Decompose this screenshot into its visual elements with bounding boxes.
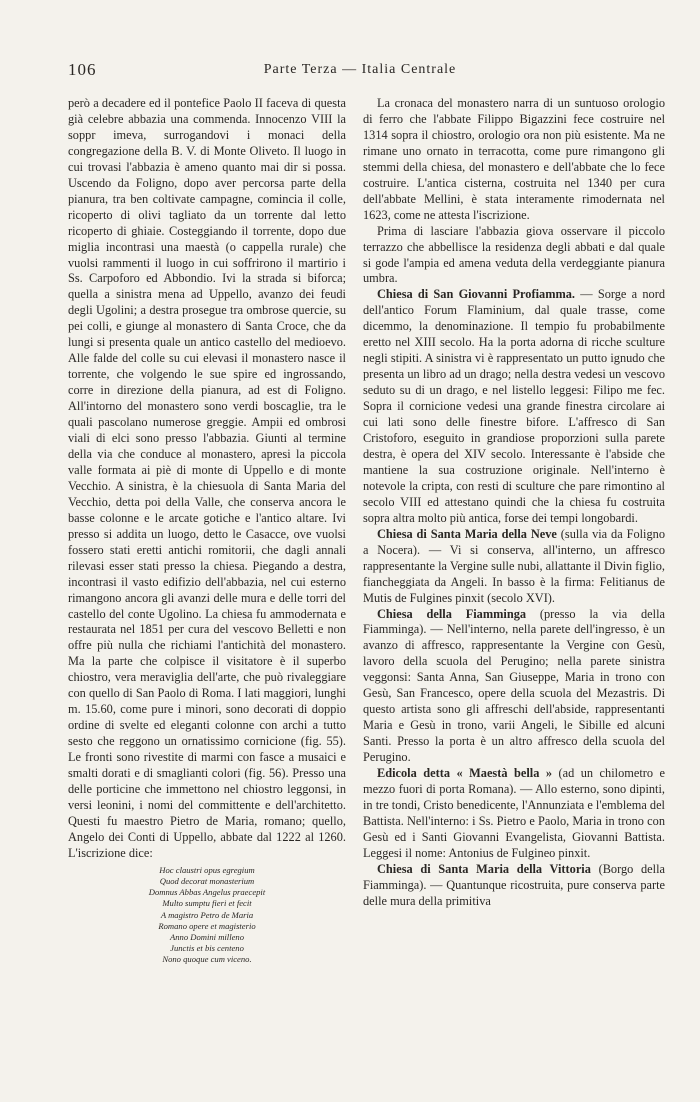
page-header: [68, 60, 652, 80]
paragraph-text: (presso la via della Fiamminga). — Nell'interno, nella parete dell'ingresso, è un avanzo di affresco, rappresentante la Vergine con Gesù, lavoro della scuola del Perugino; nella parete sinistra veggonsi: Santa Anna, San Giuseppe, Maria in trono con Gesù, San Francesco, opere della scuola del Mezastris. Di questo artista sono gli affreschi dell'abside, rappresentanti Maria e Gesù in trono, varii Angeli, le Sibille ed alcuni Santi. Presso la porta è un altro affresco della scuola del Perugino.: [363, 606, 665, 765]
body-paragraph: [363, 527, 665, 607]
left-column: [68, 96, 346, 966]
section-heading: Chiesa di Santa Maria della Vittoria: [377, 861, 591, 876]
inscription-line: A magistro Petro de Maria: [160, 909, 254, 920]
paragraph-text: — Sorge a nord dell'antico Forum Flaminium, dal quale trasse, come dicemmo, la denominazione. Il tempio fu probabilmente eretto nel XIII secolo. Ha la porta adorna di ricche sculture negli stipiti. A sinistra vi è rappresentato un putto ignudo che presenta un libro ad un drago; nella destra vedesi un vescovo seduto su di un drago, e nel listello leggesi: Filipo me fec. Sopra il cornicione vedesi una grande finestra circolare ai cui lati sono delle finestre bifore. L'affresco di San Cristoforo, eseguito in grandiose proporzioni sulla parete destra, è opera del XIV secolo. Interessante è l'abside che mantiene la sua costruzione originale. Nell'interno è notevole la cripta, con resti di sculture che pare rimontino al secolo VIII ed attestano quindi che la chiesa fu costruita sopra altra molto più antica, forse dei tempi longobardi.: [363, 287, 665, 525]
section-heading: Chiesa della Fiamminga: [377, 606, 527, 621]
body-paragraph: [363, 607, 665, 767]
inscription-line: Anno Domini milleno: [170, 931, 244, 942]
inscription-line: Domnus Abbas Angelus praecepit: [148, 887, 266, 898]
body-paragraph: [363, 287, 665, 526]
inscription-line: Hoc claustri opus egregium: [159, 864, 255, 875]
running-title: Parte Terza — Italia Centrale: [263, 62, 457, 77]
section-heading: Chiesa di San Giovanni Profiamma.: [377, 287, 576, 302]
paragraph-text: (sulla via da Foligno a Nocera). — Vi si conserva, all'interno, un affresco rappresentante la Vergine sulle nubi, allattante il Divin figlio, fiancheggiata da Angeli. In basso è la firma: Felitianus de Mutis de Fulgines pinxit (secolo XVI).: [363, 526, 665, 605]
body-paragraph: però a decadere ed il pontefice Paolo II faceva di questa già celebre abbazia una commenda. Innocenzo VIII la soppr imeva, surrogandovi i monaci della congregazione della B. V. di Monte Oliveto. Il luogo in cui trovasi l'abbazia è ameno quanto mai dir si possa. Uscendo da Foligno, dopo aver percorsa parte della pianura, tra ben coltivate campagne, comincia il colle, ricoperto di olivi tagliato da un torrente dal letto ricoperto di ghiaie. Costeggiando il torrente, dopo due miglia incontrasi una maestà (o cappella rurale) che vuolsi rammenti il luogo in cui soffrirono il martirio i Ss. Carpoforo ed Abbondio. Ivi la strada si biforca; quella a sinistra mena ad Uppello, avanzo dei feudi degli Ugolini; a destra prosegue tra ombrose quercie, su pei colli, e giunge al monastero di Santa Croce, che da lungi si presenta quale un antico castello del medioevo. Alle falde del colle su cui elevasi il monastero nasce il torrente, che volgendo le sue spire ed ingrossando, corre in direzione della pianura, ad est di Foligno. All'intorno del monastero sono verdi boscaglie, tra le quali pascolano numerose greggie. Ampii ed ombrosi viali di elci sono presso l'abbazia. Giunti al termine della via che conduce al monastero, apresi la piccola valle formata ai piè di monte di Uppello e di monte Vecchio. A sinistra, è la chiesuola di Santa Maria del Vecchio, detta poi della Valle, che conserva ancora le basse colonne e le arcate gotiche e l'antico altare. Ivi presso si addita un luogo, detto le Casacce, ove vuolsi fossero stati eretti antichi romitorii, che dagli annali rilevasi esser stati presso la chiesa. Piegando a destra, incontrasi il vasto edifizio dell'abbazia, nel cui esterno rimangono ancora gli avanzi delle mura e delle torri del castello del conte Ugolino. La chiesa fu ammodernata e restaurata nel 1851 per cura del vescovo Belletti e non offre più nulla che richiami l'antichità del monastero. Ma la parte che colpisce il visitatore è il superbo chiostro, vera meraviglia dell'arte, che può rivaleggiare con quello di San Paolo di Roma. I lati maggiori, lunghi m. 15.60, come pure i minori, sono decorati di doppio ordine di svelte ed eleganti colonne con archi a tutto sesto che reggono un ornatissimo cornicione (fig. 55). Le fronti sono rivestite di marmi con fasce a musaici e smalti dorati e di smaglianti colori (fig. 56). Presso una delle porticine che immettono nel chiostro leggonsi, in versi leonini, i nomi del committente e dell'architetto. Questi fu maestro Pietro de Maria, romano; quello, Angelo dei Conti di Uppello, abbate dal 1222 al 1260. L'iscrizione dice:: [68, 96, 346, 860]
body-paragraph: [363, 766, 665, 862]
paragraph-text: La cronaca del monastero narra di un suntuoso orologio di ferro che l'abbate Filippo Bigazzini fece costruire nel 1314 sopra il chiostro, orologio ora non più esistente. Ma ne rimane uno ornato in terracotta, come pure rimangono gli stemmi della chiesa, del monastero e dell'abbate che lo fece costruire. L'antica cisterna, costruita nel 1340 per cura dell'abbate Mellini, è stata interamente rimodernata nel 1623, come ne attesta l'iscrizione.: [363, 96, 665, 222]
inscription-line: Multo sumptu fieri et fecit: [162, 898, 252, 909]
section-heading: Edicola detta « Maestà bella »: [377, 766, 553, 781]
inscription-line: Nono quoque cum viceno.: [162, 954, 252, 965]
inscription-verses: [68, 865, 346, 966]
inscription-line: Quod decorat monasterium: [159, 875, 255, 886]
body-paragraph: [363, 224, 665, 288]
inscription-line: Romano opere et magisterio: [158, 920, 256, 931]
page-number: 106: [68, 60, 97, 79]
body-paragraph: [363, 96, 665, 224]
paragraph-text: Prima di lasciare l'abbazia giova osservare il piccolo terrazzo che abbellisce la residenza degli abbati e dal quale si gode l'ampia ed amena veduta della verdeggiante pianura umbra.: [363, 223, 665, 286]
section-heading: Chiesa di Santa Maria della Neve: [377, 526, 557, 541]
body-paragraph: [363, 862, 665, 910]
paragraph-text: (Borgo della Fiamminga). — Quantunque ricostruita, pure conserva parte delle mura della primitiva: [363, 861, 665, 908]
inscription-line: Junctis et bis centeno: [170, 943, 244, 954]
paragraph-text: (ad un chilometro e mezzo fuori di porta Romana). — Allo esterno, sono dipinti, in tre tondi, Cristo benedicente, l'Annunziata e l'emblema del Battista. Nell'interno: i Ss. Pietro e Paolo, Maria in trono con Gesù ed i Santi Giovanni Evangelista, Giovanni Battista. Leggesi il nome: Antonius de Fulgineo pinxit.: [363, 766, 665, 860]
right-column: [363, 96, 665, 910]
